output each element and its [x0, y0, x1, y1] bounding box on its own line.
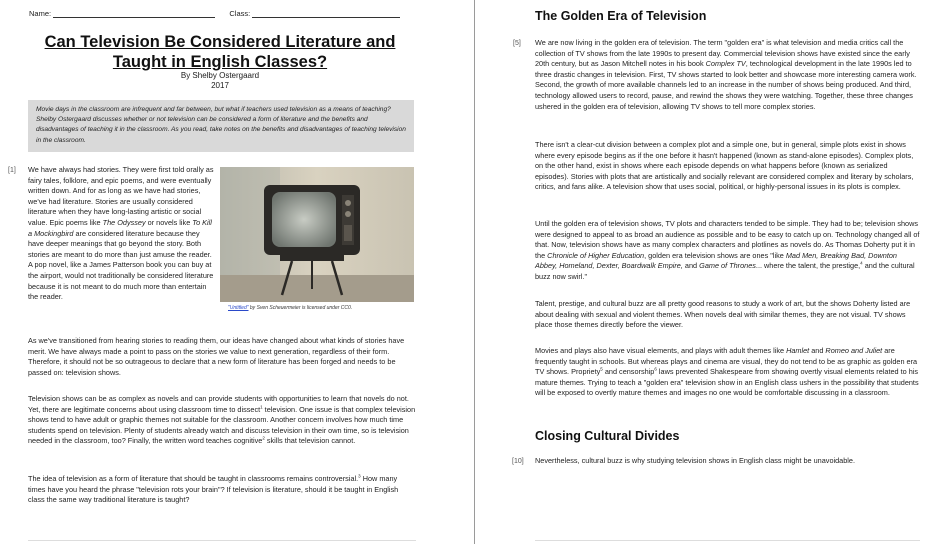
- heading-closing-divides: Closing Cultural Divides: [535, 429, 680, 443]
- name-label: Name:: [29, 9, 52, 18]
- p5-title-complex-tv: Complex TV: [705, 59, 746, 69]
- p9-text-c: and: [809, 346, 826, 355]
- paragraph-number-1: [1]: [8, 167, 16, 174]
- p9-title-romeo-juliet: Romeo and Juliet: [825, 346, 883, 355]
- p3-text-b: television. One issue is that complex television shows tend to have adult or graphic themes not suitable for the classroom. Another concern involves how much time students spend on television. Plenty of students already watch and discuss television in their own time, so is television needed in the classroom, too? Finally, the written word teaches cognitive: [28, 404, 416, 446]
- p7-text-g: ... where the talent, the prestige,: [755, 261, 861, 271]
- paragraph-number-5: [5]: [513, 40, 521, 47]
- footnote-1-marker: 1: [260, 404, 263, 410]
- p7-title-got: Game of Thrones: [699, 261, 756, 271]
- year: 2017: [211, 81, 229, 90]
- footnote-3-marker: 3: [358, 473, 361, 479]
- paragraph-9: [535, 346, 920, 399]
- author: By Shelby Ostergaard: [180, 71, 260, 80]
- paragraph-6: There isn't a clear-cut division between a complex plot and a simple one, but in general, simple plots exist in shows where every episode begins as if the one before it hasn't happened (known as stand-alone episodes). Complex plots, on the other hand, exist in shows where each episode depends on what happens before (known as serialized episodes). Stories with plots that are artistically and socially relevant are considered complex and literary by scholars, critics, and fans alike. A television show that uses social, political, or highly-personal issues in its plots is complex.: [535, 140, 914, 192]
- p7-text-c: , golden era television shows are ones "like: [644, 250, 786, 260]
- class-label: Class:: [229, 9, 251, 18]
- paragraph-4: [28, 474, 416, 506]
- image-caption: [228, 305, 352, 311]
- byline: [30, 71, 410, 91]
- title-line-1: Can Television Be Considered Literature and: [44, 33, 396, 51]
- caption-link[interactable]: "Untitled": [228, 305, 249, 311]
- p7-text-h: and the cultural buzz now swirl.": [535, 261, 915, 281]
- right-page: [476, 0, 937, 544]
- left-bottom-rule: [28, 540, 416, 541]
- p9-text-f: and censorship: [602, 367, 655, 377]
- p1-text-a: We have always had stories. They were first told orally as fairy tales, folklore, and epic poems, and were eventually written down. And for as long as we have had stories, we've had literature. Stories are usually considered literature when they have long-lasting artistic or social value. Epic poems like: [28, 165, 214, 227]
- p4-text-a: The idea of television as a form of literature that should be taught in classrooms remains controversial.: [28, 474, 359, 483]
- footnote-6-marker: 6: [654, 366, 657, 372]
- p7-show-titles: Mad Men, Breaking Bad, Downton Abbey, Homeland, Dexter, Boardwalk Empire,: [535, 250, 897, 271]
- name-class-row: [29, 8, 400, 18]
- paragraph-3: [28, 394, 416, 447]
- paragraph-number-10: [10]: [512, 458, 524, 465]
- p4-text-b: How many times have you heard the phrase "television rots your brain"? If television is literature, should it be taught in English class the same way traditional literature is taught?: [28, 474, 399, 505]
- paragraph-5: [535, 38, 920, 112]
- p1-title-odyssey: The Odyssey: [102, 217, 146, 227]
- p5-text-c: , technological development in the late 1990s led to three drastic changes in television. First, TV shows started to look better and showcase more interesting camera work. Second, the growth of more available channels led to an increase in the number of shows being produced. And third, technology allowed users to record, pause, and rewind the shows they were watching. Together, these three changes ushered in the golden era of television, allowing TV shows to tell more complex stories.: [535, 59, 917, 111]
- p7-text-a: Until the golden era of television shows, TV plots and characters tended to be simple. They had to be; television shows were designed to appeal to as broad an audience as possible and to be easy to catch up on. Technology changed all of that. Now, television shows have as many complex characters and plotlines as novels do. As Thomas Doherty put it in the: [535, 219, 920, 260]
- footnote-5-marker: 5: [600, 366, 603, 372]
- left-page: [0, 0, 468, 544]
- caption-license: by Sven Scheuermeier is licensed under CC0.: [248, 305, 353, 311]
- footnote-2-marker: 2: [262, 435, 265, 441]
- television-illustration: [220, 167, 414, 302]
- p5-text-a: We are now living in the golden era of television. The term "golden era" is what television and media critics call the collection of TV shows from the late 1990s to present day. Commercial television shows have existed since the early 20th century, but as Jason Mitchell notes in his book: [535, 38, 910, 69]
- p9-text-a: Movies and plays also have visual elements, and plays with adult themes like: [535, 346, 787, 355]
- paragraph-8: Talent, prestige, and cultural buzz are all pretty good reasons to study a work of art, but the shows Doherty listed are about dealing with sexual and violent themes. When novels deal with similar themes, they are not visual. TV shows place those themes directly before the viewer.: [535, 299, 911, 330]
- tv-photo: [220, 167, 414, 302]
- p9-text-g: laws prevented Shakespeare from showing overtly visual elements related to his mature themes. Trying to teach a "golden era" television show in an English class ushers in the possibility that students will be exposed to overtly mature themes and images no one would be comfortable discussing in a classroom.: [535, 367, 919, 398]
- p3-text-a: Television shows can be as complex as novels and can provide students with opportunities to learn that novels do not. Yet, there are legitimate concerns about using classroom time to dissect: [28, 394, 409, 414]
- intro-box: Movie days in the classroom are infrequent and far between, but what if teachers used television as a means of teaching? Shelby Ostergaard discusses whether or not television can be considered a form of literature and the benefits and disadvantages of teaching it in the classroom. As you read, take notes on the benefits and disadvantages of teaching television in the classroom.: [28, 100, 414, 152]
- name-field[interactable]: [53, 8, 215, 18]
- p9-text-e: are frequently taught in schools. But whereas plays and cinema are visual, they do not tend to be as graphic as golden era TV shows. Propriety: [535, 346, 918, 377]
- paragraph-2: As we've transitioned from hearing stories to reading them, our ideas have changed about what kinds of stories have merit. We have always made a point to pass on the stories we value to next generation, regardless of their form. Therefore, it should not be so outrageous to declare that a new form of literature has been forged and needs to be passed on: television shows.: [28, 336, 405, 377]
- p7-title-chronicle: Chronicle of Higher Education: [547, 250, 645, 260]
- paragraph-10: Nevertheless, cultural buzz is why studying television shows in English class might be unavoidable.: [535, 456, 856, 465]
- right-bottom-rule: [535, 540, 920, 541]
- p3-text-c: skills that television cannot.: [264, 436, 356, 446]
- footnote-4-marker: 4: [860, 260, 863, 266]
- title-line-2: Taught in English Classes?: [112, 53, 328, 71]
- p1-text-c: or novels like: [145, 217, 193, 227]
- paragraph-7: [535, 219, 920, 283]
- p1-title-mockingbird: To Kill a Mockingbird: [28, 217, 212, 238]
- paragraph-1: [28, 165, 215, 303]
- p1-text-e: are considered literature because they have deeper meanings that go beyond the story. Both stories are meant to do more than just amuse the reader. A pop novel, like a James Patterson book you can buy at the airport, would not traditionally be considered literature because it is not meant to do much more than entertain the reader.: [28, 228, 214, 302]
- page-divider: [474, 0, 475, 544]
- heading-golden-era: The Golden Era of Television: [535, 9, 707, 23]
- article-title: [30, 32, 410, 72]
- p7-text-e: and: [682, 261, 700, 271]
- class-field[interactable]: [252, 8, 400, 18]
- p9-title-hamlet: Hamlet: [786, 346, 810, 355]
